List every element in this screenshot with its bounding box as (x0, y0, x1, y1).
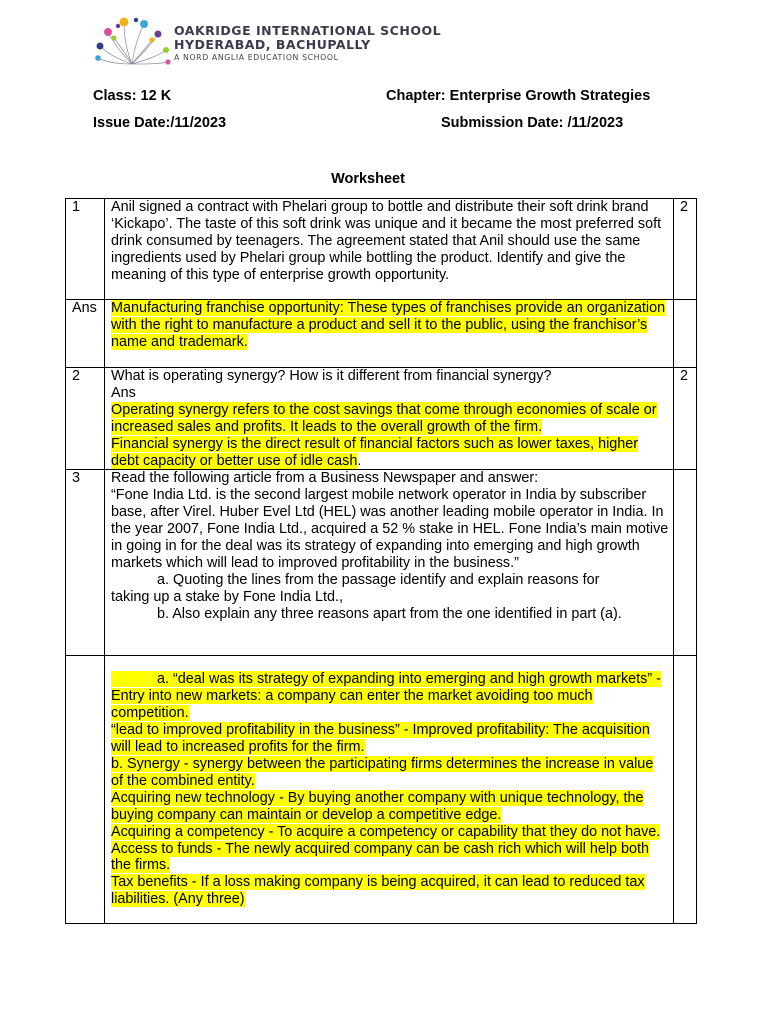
answer-highlight: Acquiring a competency - To acquire a competency or capability that they do not have. (111, 823, 661, 840)
answer-line (111, 841, 669, 875)
question-row (66, 199, 697, 300)
school-tagline: A NORD ANGLIA EDUCATION SCHOOL (174, 53, 339, 62)
answer-label: Ans (111, 384, 136, 401)
question-marks (674, 470, 697, 656)
school-name: OAKRIDGE INTERNATIONAL SCHOOL (174, 23, 442, 38)
school-name-block (174, 24, 441, 63)
answer-highlight: b. Synergy - synergy between the participating firms determines the increase in value of the combined entity. (111, 755, 654, 789)
answer-highlight: “lead to improved profitability in the business” - Improved profitability: The acquisition will lead to increased profits for the firm. (111, 722, 650, 756)
question-number: 3 (66, 470, 105, 656)
answer-highlight: Access to funds - The newly acquired company can be cash rich which will help both the firms. (111, 840, 650, 874)
worksheet-table (65, 198, 697, 924)
school-location: HYDERABAD, BACHUPALLY (174, 37, 371, 52)
question-text (105, 470, 674, 656)
answer-highlight: Operating synergy refers to the cost savings that come through economies of scale or increased sales and profits. It leads to the overall growth of the firm. (111, 401, 657, 435)
answer-line (111, 722, 669, 756)
answer-highlight: a. “deal was its strategy of expanding into emerging and high growth markets” - Entry into new markets: a company can enter the market avoiding too much competition. (111, 671, 661, 722)
question-marks: 2 (674, 368, 697, 470)
question-intro: Read the following article from a Business Newspaper and answer: (111, 470, 539, 487)
answer-row (66, 300, 697, 368)
answer-line (111, 671, 669, 722)
question-body: What is operating synergy? How is it different from financial synergy? (111, 368, 552, 384)
answer-label: Ans (66, 300, 105, 368)
class-label: Class: 12 K (93, 88, 172, 104)
answer-highlight: Acquiring new technology - By buying another company with unique technology, the buying company can maintain or develop a competitive edge. (111, 789, 644, 823)
answer-line (111, 824, 669, 841)
page-title: Worksheet (331, 171, 405, 187)
answer-line (111, 874, 669, 908)
chapter-label: Chapter: Enterprise Growth Strategies (386, 88, 651, 104)
question-part-a: a. Quoting the lines from the passage identify and explain reasons for (157, 571, 600, 588)
issue-date: Issue Date:/11/2023 (93, 115, 227, 131)
answer-row (66, 656, 697, 924)
question-number: 1 (66, 199, 105, 300)
answer-marks-cell (674, 300, 697, 368)
question-part-a-cont: taking up a stake by Fone India Ltd., (111, 588, 343, 605)
question-row (66, 368, 697, 470)
question-row (66, 470, 697, 656)
question-number: 2 (66, 368, 105, 470)
answer-text (105, 656, 674, 924)
answer-line (111, 790, 669, 824)
question-text: Anil signed a contract with Phelari group to bottle and distribute their soft drink brand ‘Kickapo’. The taste of this soft drink was unique and it became the most preferred soft drink consumed by teenagers. The agreement stated that Anil should use the same ingredients used by Phelari group while bottling the product. Identify and give the meaning of this type of enterprise growth opportunity. (105, 199, 674, 300)
answer-label-cell (66, 656, 105, 924)
school-logo-icon (92, 14, 172, 70)
answer-text (111, 402, 669, 470)
question-part-b: b. Also explain any three reasons apart from the one identified in part (a). (157, 605, 622, 622)
question-marks: 2 (674, 199, 697, 300)
answer-end: . (357, 452, 362, 469)
question-passage: “Fone India Ltd. is the second largest mobile network operator in India by subscriber base, after Virel. Huber Evel Ltd (HEL) was another leading mobile operator in India. In the year 2007, Fone India Ltd., acquired a 52 % stake in HEL. Fone India’s main motive in going in for the deal was its strategy of expanding into emerging and high growth markets which will lead to improved profitability in the business.” (111, 487, 669, 571)
answer-line (111, 756, 669, 790)
answer-highlight: Financial synergy is the direct result of financial factors such as lower taxes, higher debt capacity or better use of idle cash (111, 435, 639, 469)
answer-marks-cell (674, 656, 697, 924)
answer-highlight: Tax benefits - If a loss making company is being acquired, it can lead to reduced tax liabilities. (Any three) (111, 874, 645, 908)
question-text (105, 368, 674, 470)
school-header (92, 14, 512, 72)
answer-text (105, 300, 674, 368)
answer-highlight: Manufacturing franchise opportunity: These types of franchises provide an organization with the right to manufacture a product and sell it to the public, using the franchisor’s name and trademark. (111, 300, 666, 350)
submission-date: Submission Date: /11/2023 (441, 115, 624, 131)
